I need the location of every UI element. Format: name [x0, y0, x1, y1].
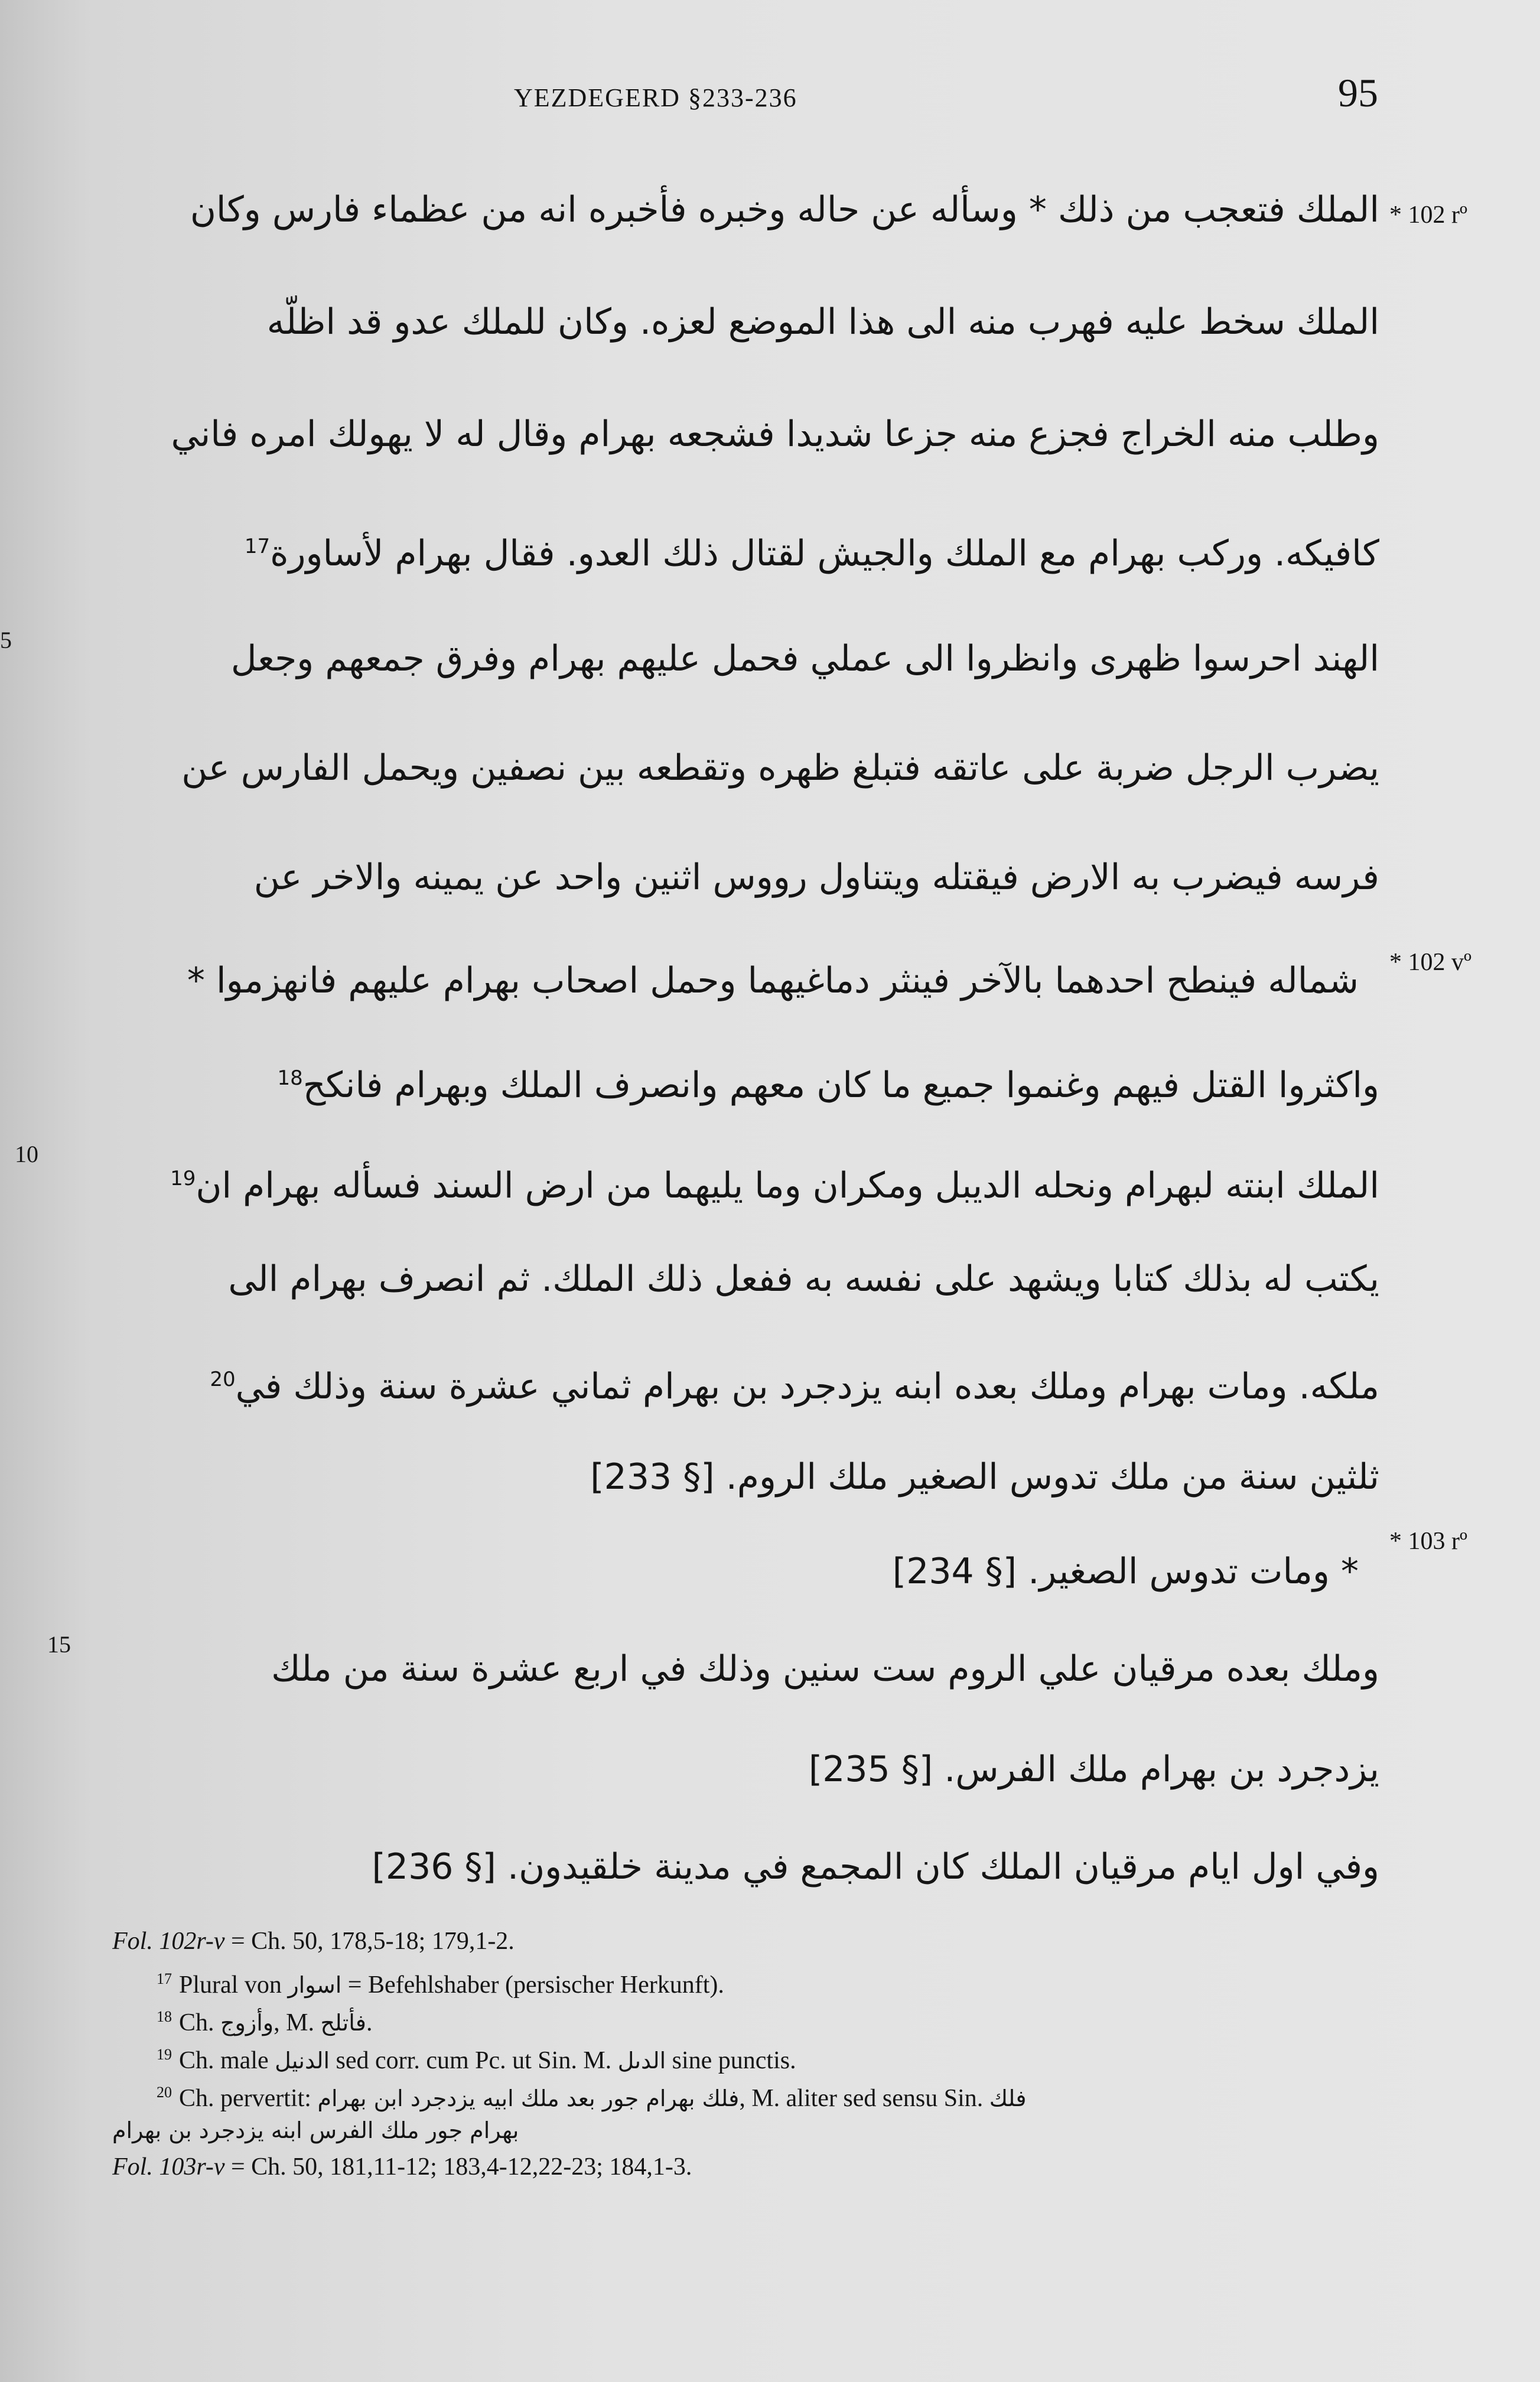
text-line: * ومات تدوس الصغير. [§ 234] [892, 1551, 1359, 1592]
line-number: 15 [47, 1631, 71, 1658]
text-line: الهند احرسوا ظهرى وانظروا الى عملي فحمل عليهم بهرام وفرق جمعهم وجعل [230, 638, 1379, 679]
text-line: كافيكه. وركب بهرام مع الملك والجيش لقتال ذلك العدو. فقال بهرام لأساورة$^{17}$ [244, 533, 1379, 574]
text-line: واكثروا القتل فيهم وغنموا جميع ما كان معهم وانصرف الملك وبهرام فانكح$^{18}$ [277, 1065, 1379, 1106]
text-line: فرسه فيضرب به الارض فيقتله ويتناول رووس اثنين واحد عن يمينه والاخر عن [253, 857, 1379, 898]
footnote-17: $^{17}$ Plural von اسوار = Befehlshaber (persischer Herkunft). [157, 1970, 724, 1999]
source-reference: Fol. 102r-v = Ch. 50, 178,5-18; 179,1-2. [112, 1928, 515, 1955]
footnote-ref: 17 [244, 535, 271, 558]
line-number: 10 [15, 1141, 38, 1167]
footnote-ref: 18 [277, 1066, 303, 1090]
text-line: وملك بعده مرقيان علي الروم ست سنين وذلك في اربع عشرة سنة من ملك [271, 1648, 1379, 1690]
footnote-19: $^{19}$ Ch. male الدنيل sed corr. cum Pc. ut Sin. M. الدىل sine punctis. [157, 2046, 796, 2074]
folio-mark: * 103 rº [1389, 1528, 1468, 1555]
footnote-ref: 20 [210, 1368, 236, 1391]
text-line: ملكه. ومات بهرام وملك بعده ابنه يزدجرد بن بهرام ثماني عشرة سنة وذلك في$^{20}$ [210, 1366, 1379, 1407]
footnote-18: $^{18}$ Ch. وأزوج, M. فأتلح. [157, 2008, 373, 2036]
footnote-20-continuation: بهرام جور ملك الفرس ابنه يزدجرد بن بهرام [112, 2117, 519, 2143]
text-line: وطلب منه الخراج فجزع منه جزعا شديدا فشجعه بهرام وقال له لا يهولك امره فاني [171, 414, 1379, 455]
running-title: YEZDEGERD §233-236 [514, 83, 797, 112]
footnote-20: $^{20}$ Ch. pervertit: فلك بهرام جور بعد ملك ابيه يزدجرد ابن بهرام, M. aliter sed sensu Sin. فلك [157, 2084, 1027, 2112]
footnote-ref: 19 [170, 1167, 196, 1190]
page-number: 95 [1338, 70, 1378, 115]
source-reference: Fol. 103r-v = Ch. 50, 181,11-12; 183,4-12,22-23; 184,1-3. [112, 2153, 692, 2181]
text-line: وفي اول ايام مرقيان الملك كان المجمع في مدينة خلقيدون. [§ 236] [372, 1846, 1379, 1888]
line-number: 5 [0, 627, 12, 653]
folio-mark: * 102 rº [1389, 201, 1468, 229]
text-line: يزدجرد بن بهرام ملك الفرس. [§ 235] [808, 1749, 1379, 1790]
text-line: يضرب الرجل ضربة على عاتقه فتبلغ ظهره وتقطعه بين نصفين ويحمل الفارس عن [181, 747, 1379, 789]
folio-mark: * 102 vº [1389, 949, 1472, 976]
text-line: يكتب له بذلك كتابا ويشهد على نفسه به ففعل ذلك الملك. ثم انصرف بهرام الى [228, 1258, 1379, 1300]
text-line: الملك فتعجب من ذلك * وسأله عن حاله وخبره فأخبره انه من عظماء فارس وكان [190, 189, 1379, 230]
text-line: الملك سخط عليه فهرب منه الى هذا الموضع لعزه. وكان للملك عدو قد اظلّه [266, 301, 1379, 343]
text-line: الملك ابنته لبهرام ونحله الديبل ومكران وما يليهما من ارض السند فسأله بهرام ان$^{19}$ [170, 1165, 1379, 1206]
text-line: شماله فينطح احدهما بالآخر فينثر دماغيهما وحمل اصحاب بهرام عليهم فانهزموا * [187, 960, 1359, 1001]
text-line: ثلثين سنة من ملك تدوس الصغير ملك الروم. [§ 233] [590, 1456, 1379, 1498]
